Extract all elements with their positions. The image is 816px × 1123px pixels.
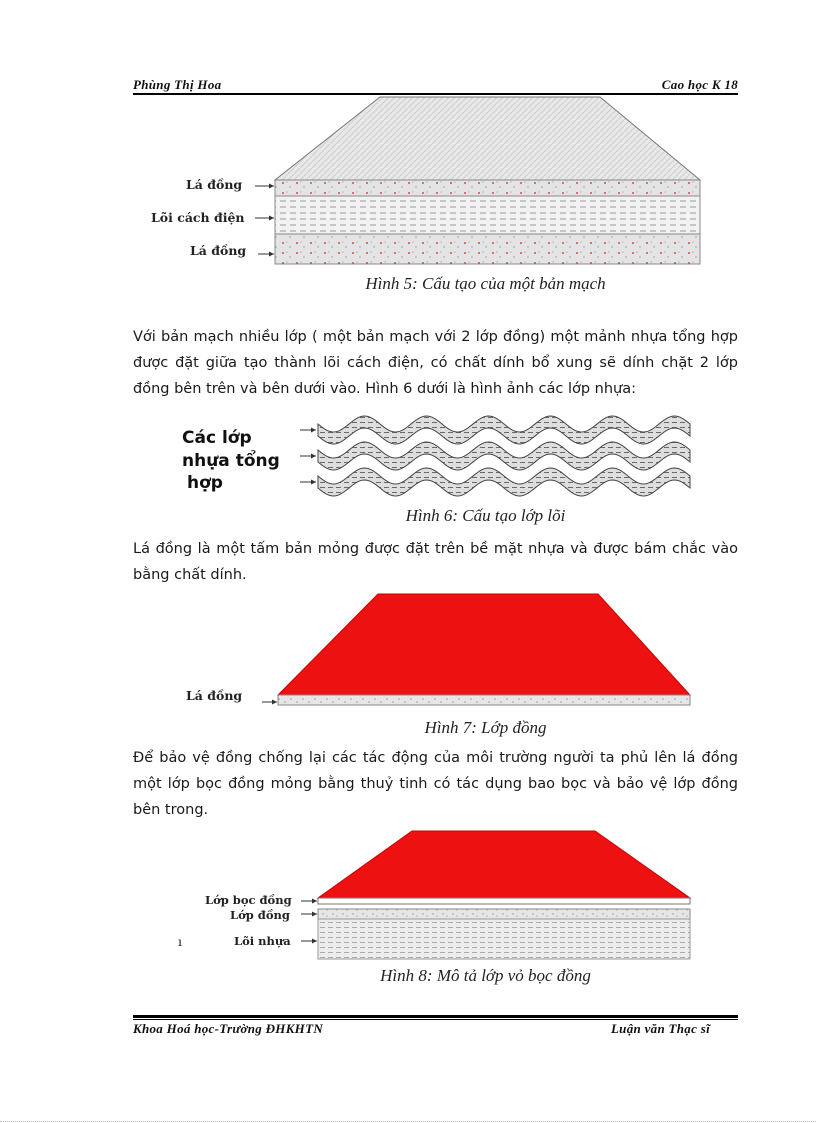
figure-5-label-core: Lõi cách điện bbox=[151, 210, 245, 225]
figure-6-label-line-1: Các lớp bbox=[182, 428, 252, 448]
page-bottom-edge bbox=[0, 1121, 816, 1122]
paragraph-3: Để bảo vệ đồng chống lại các tác động của môi trường người ta phủ lên lá đồng một lớp bọc đồng mỏng bằng thuỷ tinh có tác dụng bao bọc và bảo vệ lớp đồng bên trong. bbox=[133, 750, 738, 818]
figure-8-label-core: Lõi nhựa bbox=[234, 934, 291, 948]
figure-7-caption: Hình 7: Lớp đồng bbox=[424, 718, 547, 737]
figure-5-label-copper-bottom: Lá đồng bbox=[190, 243, 247, 258]
figure-5-caption: Hình 5: Cấu tạo của một bản mạch bbox=[365, 274, 606, 293]
figure-6-label-line-3: hợp bbox=[187, 473, 223, 493]
figure-6-label-line-2: nhựa tổng bbox=[182, 451, 280, 471]
figure-6-caption: Hình 6: Cấu tạo lớp lõi bbox=[405, 506, 566, 525]
figure-7-label-copper: Lá đồng bbox=[186, 688, 243, 703]
header-course: Cao học K 18 bbox=[661, 77, 738, 92]
footer-thesis: Luận văn Thạc sĩ bbox=[610, 1021, 710, 1036]
figure-8-stray-mark: ı bbox=[178, 934, 182, 949]
figure-5-label-copper-top: Lá đồng bbox=[186, 177, 243, 192]
figure-8-caption: Hình 8: Mô tả lớp vỏ bọc đồng bbox=[380, 966, 591, 985]
footer-rule-thin bbox=[133, 1019, 738, 1020]
figure-8-label-copper: Lớp đồng bbox=[230, 908, 290, 922]
paragraph-1: Với bản mạch nhiều lớp ( một bản mạch với 2 lớp đồng) một mảnh nhựa tổng hợp được đặt giữa tạo thành lõi cách điện, có chất dính bổ xung sẽ dính chặt 2 lớp đồng bên trên và bên dưới vào. Hình 6 dưới là hình ảnh các lớp nhựa: bbox=[133, 329, 738, 397]
figure-8-label-coating: Lớp bọc đồng bbox=[205, 893, 292, 907]
header-author: Phùng Thị Hoa bbox=[133, 77, 222, 92]
footer-faculty: Khoa Hoá học-Trường ĐHKHTN bbox=[133, 1021, 324, 1036]
paragraph-2: Lá đồng là một tấm bản mỏng được đặt trên bề mặt nhựa và được bám chắc vào bằng chất dính. bbox=[133, 541, 738, 583]
footer-rule bbox=[133, 1015, 738, 1018]
